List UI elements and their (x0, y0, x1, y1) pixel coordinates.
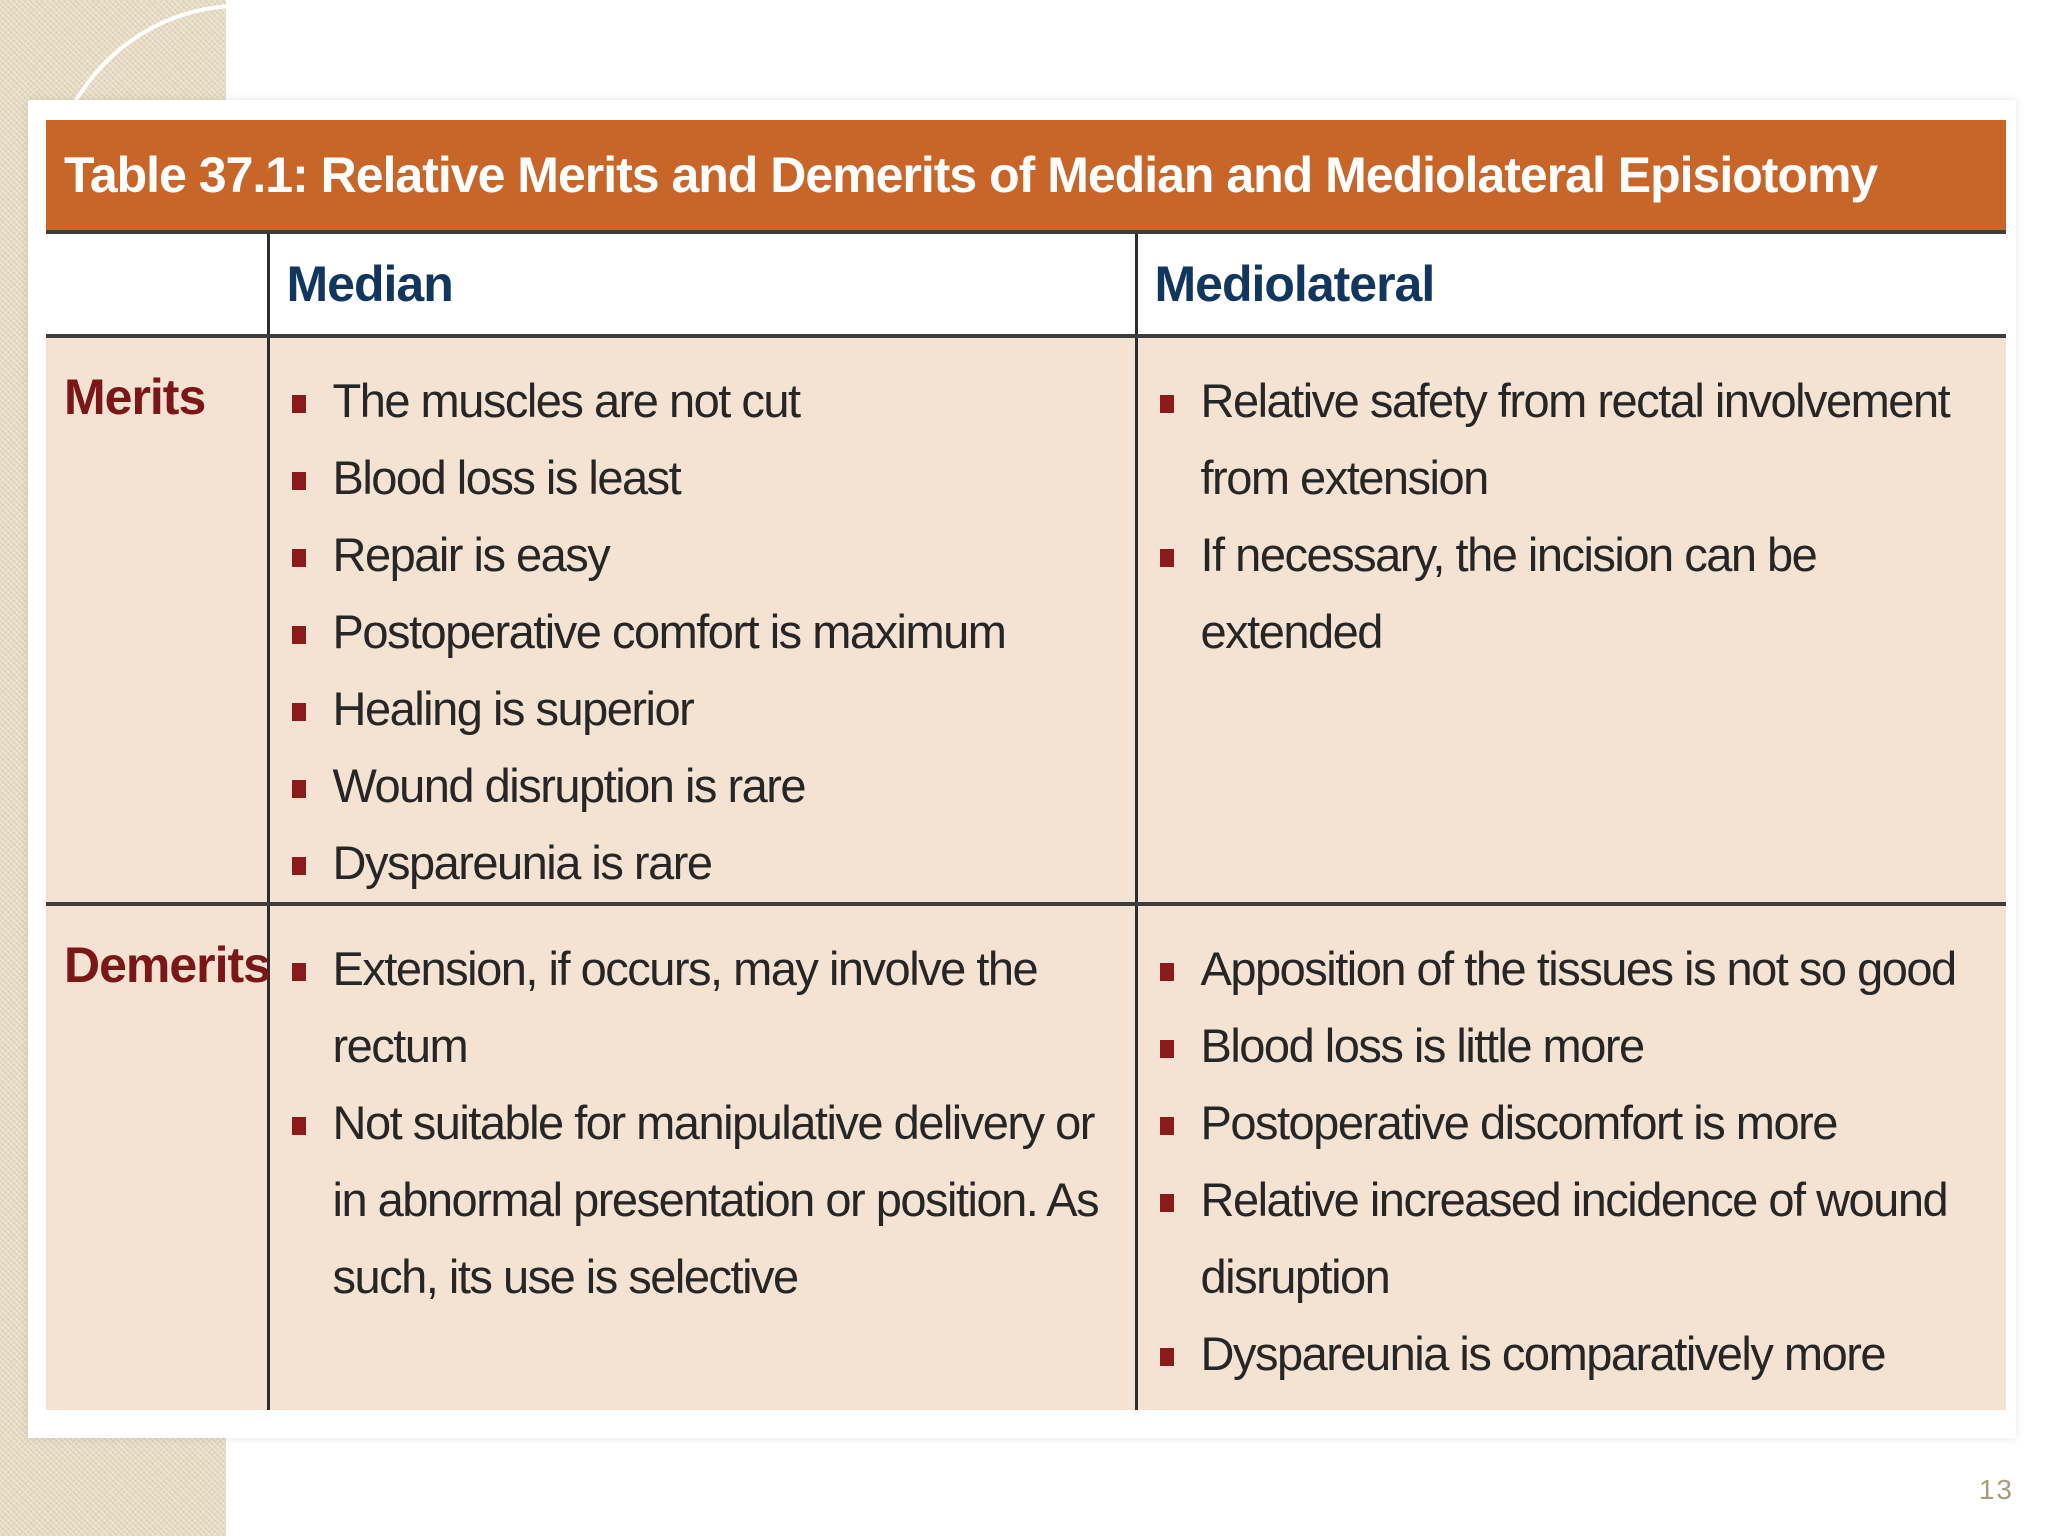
square-bullet-icon (1160, 549, 1174, 567)
list-item-text: Dyspareunia is comparatively more (1200, 1326, 1886, 1380)
list-item (288, 930, 1123, 1084)
column-header-row (46, 232, 2006, 336)
list-item-text: Blood loss is least (332, 451, 681, 505)
square-bullet-icon (1160, 1117, 1174, 1135)
square-bullet-icon (1160, 1040, 1174, 1058)
square-bullet-icon (292, 549, 306, 567)
list-item (288, 747, 1123, 824)
list-item (288, 1084, 1123, 1315)
list-item (288, 362, 1123, 439)
list-item-text: If necessary, the incision can be extended (1200, 528, 1817, 659)
median-demerits-list (288, 930, 1123, 1315)
square-bullet-icon (292, 703, 306, 721)
list-item-text: Postoperative discomfort is more (1200, 1095, 1837, 1149)
list-item-text: The muscles are not cut (332, 374, 800, 428)
header-blank-cell (46, 232, 268, 336)
demerits-row (46, 904, 2006, 1410)
square-bullet-icon (292, 780, 306, 798)
list-item-text: Healing is superior (332, 682, 694, 736)
list-item (288, 824, 1123, 901)
table-title: Table 37.1: Relative Merits and Demerits of Median and Mediolateral Episiotomy (46, 120, 2006, 232)
list-item (1156, 1084, 1995, 1161)
list-item-text: Blood loss is little more (1200, 1018, 1644, 1072)
square-bullet-icon (292, 963, 306, 981)
list-item-text: Extension, if occurs, may involve the rectum (332, 941, 1038, 1072)
median-merits-cell (268, 336, 1136, 903)
square-bullet-icon (292, 472, 306, 490)
square-bullet-icon (292, 395, 306, 413)
list-item-text: Relative safety from rectal involvement from extension (1200, 374, 1950, 505)
list-item (288, 439, 1123, 516)
square-bullet-icon (1160, 963, 1174, 981)
episiotomy-comparison-table (46, 120, 2006, 1410)
slide-page-number: 13 (1978, 1474, 2014, 1505)
decorative-curve (0, 0, 230, 110)
list-item-text: Repair is easy (332, 528, 610, 582)
list-item (288, 670, 1123, 747)
median-column-header: Median (286, 256, 453, 313)
mediolateral-demerits-list (1156, 930, 1995, 1392)
list-item (1156, 1007, 1995, 1084)
list-item (1156, 930, 1995, 1007)
mediolateral-header-cell (1136, 232, 2006, 336)
mediolateral-merits-cell (1136, 336, 2006, 903)
mediolateral-column-header: Mediolateral (1154, 256, 1435, 313)
square-bullet-icon (292, 857, 306, 875)
list-item (288, 593, 1123, 670)
demerits-row-label: Demerits (46, 904, 268, 1410)
list-item (288, 516, 1123, 593)
square-bullet-icon (1160, 1348, 1174, 1366)
list-item-text: Postoperative comfort is maximum (332, 605, 1006, 659)
median-header-cell (268, 232, 1136, 336)
list-item (1156, 1315, 1995, 1392)
list-item (1156, 516, 1995, 670)
list-item-text: Not suitable for manipulative delivery or in abnormal presentation or position. As such, its use is selective (332, 1095, 1099, 1303)
square-bullet-icon (292, 1117, 306, 1135)
table-title-row (46, 120, 2006, 232)
mediolateral-demerits-cell (1136, 904, 2006, 1410)
mediolateral-merits-list (1156, 362, 1995, 670)
list-item (1156, 362, 1995, 516)
merits-row (46, 336, 2006, 903)
list-item-text: Wound disruption is rare (332, 759, 806, 813)
list-item-text: Relative increased incidence of wound disruption (1200, 1172, 1948, 1303)
merits-row-label: Merits (46, 336, 268, 903)
list-item-text: Apposition of the tissues is not so good (1200, 941, 1956, 995)
list-item-text: Dyspareunia is rare (332, 836, 712, 890)
list-item (1156, 1161, 1995, 1315)
median-demerits-cell (268, 904, 1136, 1410)
square-bullet-icon (292, 626, 306, 644)
square-bullet-icon (1160, 1194, 1174, 1212)
square-bullet-icon (1160, 395, 1174, 413)
median-merits-list (288, 362, 1123, 901)
